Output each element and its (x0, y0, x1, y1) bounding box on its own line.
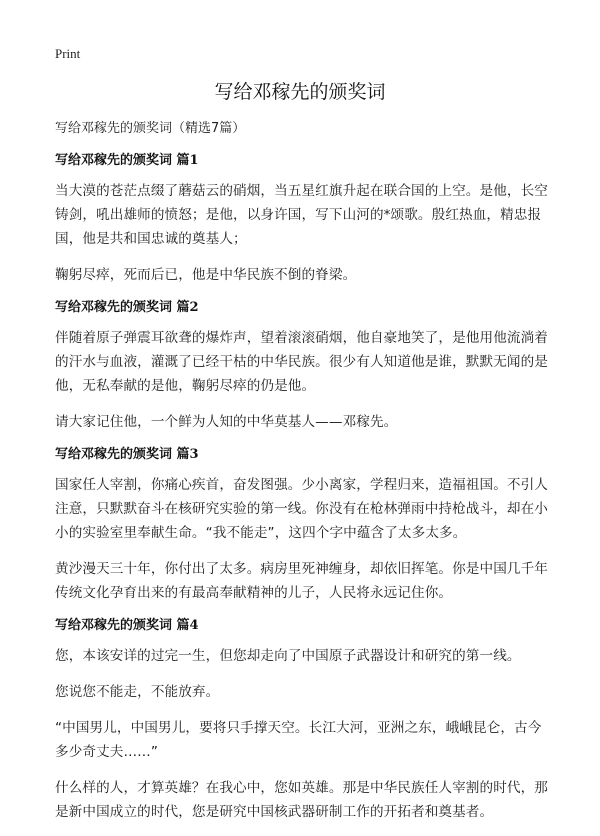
section-heading: 写给邓稼先的颁奖词 篇1 (55, 153, 199, 168)
paragraph: 您，本该安详的过完一生，但您却走向了中国原子武器设计和研究的第一线。 (55, 648, 521, 664)
paragraph: 当大漠的苍茫点缀了蘑菇云的硝烟，当五星红旗升起在联合国的上空。是他，长空铸剑，吼出雄师的愤怒；是他，以身许国，写下山河的*颂歌。殷红热血，精忠报国，他是共和国忠诚的奠基人； (55, 183, 548, 247)
paragraph: 国家任人宰割，你痛心疾首，奋发图强。少小离家，学程归来，造福祖国。不引人注意，只默默奋斗在核研究实验的第一线。你没有在枪林弹雨中持枪战斗，却在小小的实验室里奉献生命。“我不能走”，这四个字中蕴含了太多太多。 (55, 477, 548, 541)
article-body (55, 152, 555, 836)
document-subtitle: 写给邓稼先的颁奖词（精选7篇） (55, 121, 246, 136)
section-heading: 写给邓稼先的颁奖词 篇4 (55, 618, 199, 633)
section-3 (55, 446, 555, 605)
section-heading: 写给邓稼先的颁奖词 篇3 (55, 447, 199, 462)
section-4 (55, 617, 555, 824)
paragraph: 黄沙漫天三十年，你付出了太多。病房里死神缠身，却依旧挥笔。你是中国几千年传统文化孕育出来的有最高奉献精神的儿子，人民将永远记住你。 (55, 561, 548, 601)
page-title: 写给邓稼先的颁奖词 (214, 81, 386, 103)
paragraph: 鞠躬尽瘁，死而后已，他是中华民族不倒的脊梁。 (55, 267, 357, 283)
section-1 (55, 152, 555, 287)
section-2 (55, 299, 555, 434)
print-link[interactable]: Print (55, 46, 81, 61)
paragraph: “中国男儿，中国男儿，要将只手撑天空。长江大河，亚洲之东，峨峨昆仑，古今多少奇丈夫……” (55, 720, 542, 760)
paragraph: 您说您不能走，不能放弃。 (55, 684, 220, 700)
paragraph: 请大家记住他，一个鲜为人知的中华莫基人——邓稼先。 (55, 414, 398, 430)
paragraph: 什么样的人，才算英雄？在我心中，您如英雄。那是中华民族任人宰割的时代，那是新中国成立的时代，您是研究中国核武器研制工作的开拓者和奠基者。 (55, 780, 548, 820)
section-heading: 写给邓稼先的颁奖词 篇2 (55, 300, 199, 315)
paragraph: 伴随着原子弹震耳欲聋的爆炸声，望着滚滚硝烟，他自豪地笑了，是他用他流淌着的汗水与血液，灌溉了已经干枯的中华民族。很少有人知道他是谁，默默无闻的是他，无私奉献的是他，鞠躬尽瘁的仍是他。 (55, 330, 548, 394)
